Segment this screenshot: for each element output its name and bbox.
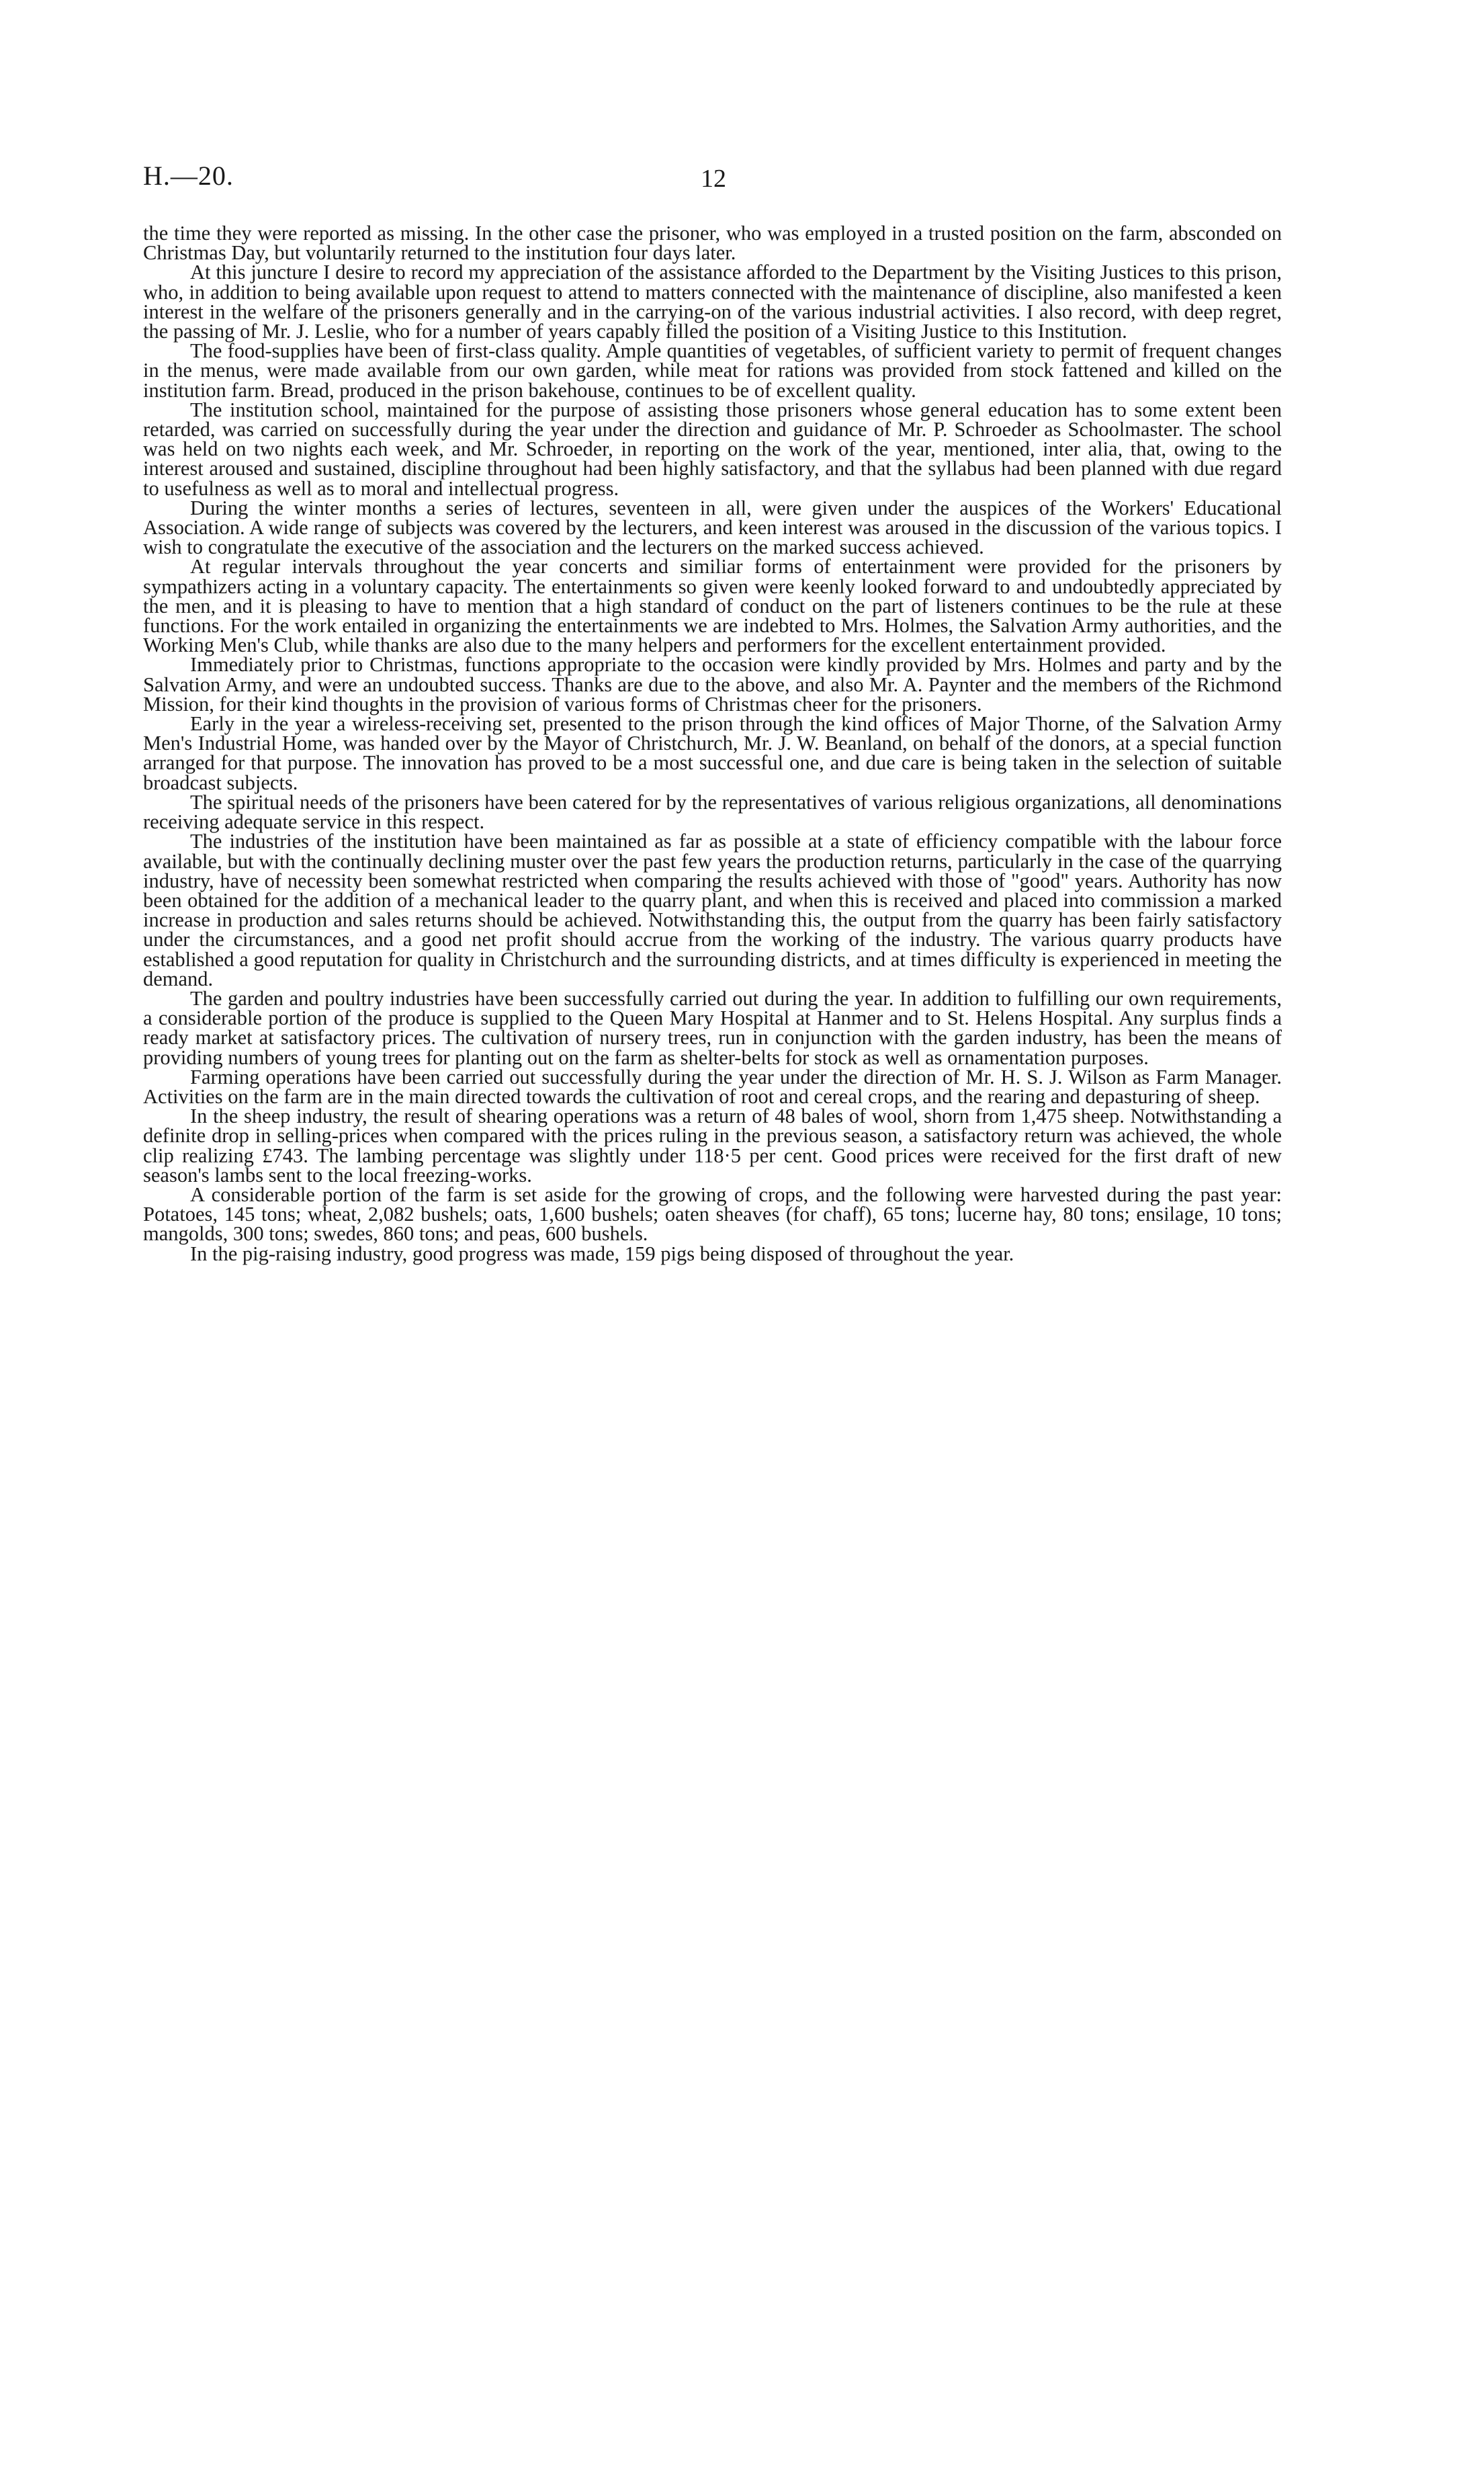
paragraph: At regular intervals throughout the year concerts and similiar forms of entertainment were provided for the prisoners by sympathizers acting in a voluntary capacity. The entertainments so given were keenly looked forward to and undoubtedly appreciated by the men, and it is pleasing to have to mention that a high standard of conduct on the part of listeners continues to be the rule at these functions. For the work entailed in organizing the entertainments we are indebted to Mrs. Holmes, the Salvation Army authorities, and the Working Men's Club, while thanks are also due to the many helpers and performers for the excellent entertainment provided. (143, 555, 1282, 657)
paragraph: Early in the year a wireless-receiving set, presented to the prison through the kind offices of Major Thorne, of the Salvation Army Men's Industrial Home, was handed over by the Mayor of Christchurch, Mr. J. W. Beanland, on behalf of the donors, at a special function arranged for that purpose. The innovation has proved to be a most successful one, and due care is being taken in the selection of suitable broadcast subjects. (143, 712, 1282, 794)
paragraph: In the sheep industry, the result of shearing operations was a return of 48 bales of wool, shorn from 1,475 sheep. Notwithstanding a definite drop in selling-prices when compared with the prices ruling in the previous season, a satisfactory return was achieved, the whole clip realizing £743. The lambing percentage was slightly under 118·5 per cent. Good prices were received for the first draft of new season's lambs sent to the local freezing-works. (143, 1105, 1282, 1187)
paragraph: the time they were reported as missing. In the other case the prisoner, who was employed in a trusted position on the farm, absconded on Christmas Day, but voluntarily returned to the institution four days later. (143, 222, 1282, 265)
paragraph: Immediately prior to Christmas, functions appropriate to the occasion were kindly provided by Mrs. Holmes and party and by the Salvation Army, and were an undoubted success. Thanks are due to the above, and also Mr. A. Paynter and the members of the Richmond Mission, for their kind thoughts in the provision of various forms of Christmas cheer for the prisoners. (143, 653, 1282, 716)
paragraph: The institution school, maintained for the purpose of assisting those prisoners whose general education has to some extent been retarded, was carried on successfully during the year under the direction and guidance of Mr. P. Schroeder as Schoolmaster. The school was held on two nights each week, and Mr. Schroeder, in reporting on the work of the year, mentioned, inter alia, that, owing to the interest aroused and sustained, discipline throughout had been highly satisfactory, and that the syllabus had been planned with due regard to usefulness as well as to moral and intellectual progress. (143, 398, 1282, 500)
paragraph: The garden and poultry industries have been successfully carried out during the year. In addition to fulfilling our own requirements, a considerable portion of the produce is supplied to the Queen Mary Hospital at Hanmer and to St. Helens Hospital. Any surplus finds a ready market at satisfactory prices. The cultivation of nursery trees, run in conjunction with the garden industry, has been the means of providing numbers of young trees for planting out on the farm as shelter-belts for stock as well as ornamentation purposes. (143, 986, 1282, 1069)
paragraph: During the winter months a series of lectures, seventeen in all, were given under the auspices of the Workers' Educational Association. A wide range of subjects was covered by the lecturers, and keen interest was aroused in the discussion of the various topics. I wish to congratulate the executive of the association and the lecturers on the marked success achieved. (143, 496, 1282, 559)
paragraph: Farming operations have been carried out successfully during the year under the direction of Mr. H. S. J. Wilson as Farm Manager. Activities on the farm are in the main directed towards the cultivation of root and cereal crops, and the rearing and depasturing of sheep. (143, 1065, 1282, 1108)
paragraph: A considerable portion of the farm is set aside for the growing of crops, and the following were harvested during the past year: Potatoes, 145 tons; wheat, 2,082 bushels; oats, 1,600 bushels; oaten sheaves (for chaff), 65 tons; lucerne hay, 80 tons; ensilage, 10 tons; mangolds, 300 tons; swedes, 860 tons; and peas, 600 bushels. (143, 1183, 1282, 1246)
document-reference: H.—20. (143, 161, 234, 191)
paragraph: The spiritual needs of the prisoners have been catered for by the representatives of various religious organizations, all denominations receiving adequate service in this respect. (143, 790, 1282, 834)
body-text (143, 224, 1282, 1264)
paragraph: At this juncture I desire to record my appreciation of the assistance afforded to the Department by the Visiting Justices to this prison, who, in addition to being available upon request to attend to matters connected with the maintenance of discipline, also manifested a keen interest in the welfare of the prisoners generally and in the carrying-on of the various industrial activities. I also record, with deep regret, the passing of Mr. J. Leslie, who for a number of years capably filled the position of a Visiting Justice to this Institution. (143, 261, 1282, 343)
paragraph: The industries of the institution have been maintained as far as possible at a state of efficiency compatible with the labour force available, but with the continually declining muster over the past few years the production returns, particularly in the case of the quarrying industry, have of necessity been somewhat restricted when comparing the results achieved with those of "good" years. Authority has now been obtained for the addition of a mechanical leader to the quarry plant, and when this is received and placed into commission a marked increase in production and sales returns should be achieved. Notwithstanding this, the output from the quarry has been fairly satisfactory under the circumstances, and a good net profit should accrue from the working of the industry. The various quarry products have established a good reputation for quality in Christchurch and the surrounding districts, and at times difficulty is experienced in meeting the demand. (143, 830, 1282, 990)
paragraph: In the pig-raising industry, good progress was made, 159 pigs being disposed of throughout the year. (190, 1242, 1014, 1265)
page-number: 12 (701, 165, 726, 193)
paragraph: The food-supplies have been of first-class quality. Ample quantities of vegetables, of sufficient variety to permit of frequent changes in the menus, were made available from our own garden, while meat for rations was provided from stock fattened and killed on the institution farm. Bread, produced in the prison bakehouse, continues to be of excellent quality. (143, 339, 1282, 402)
